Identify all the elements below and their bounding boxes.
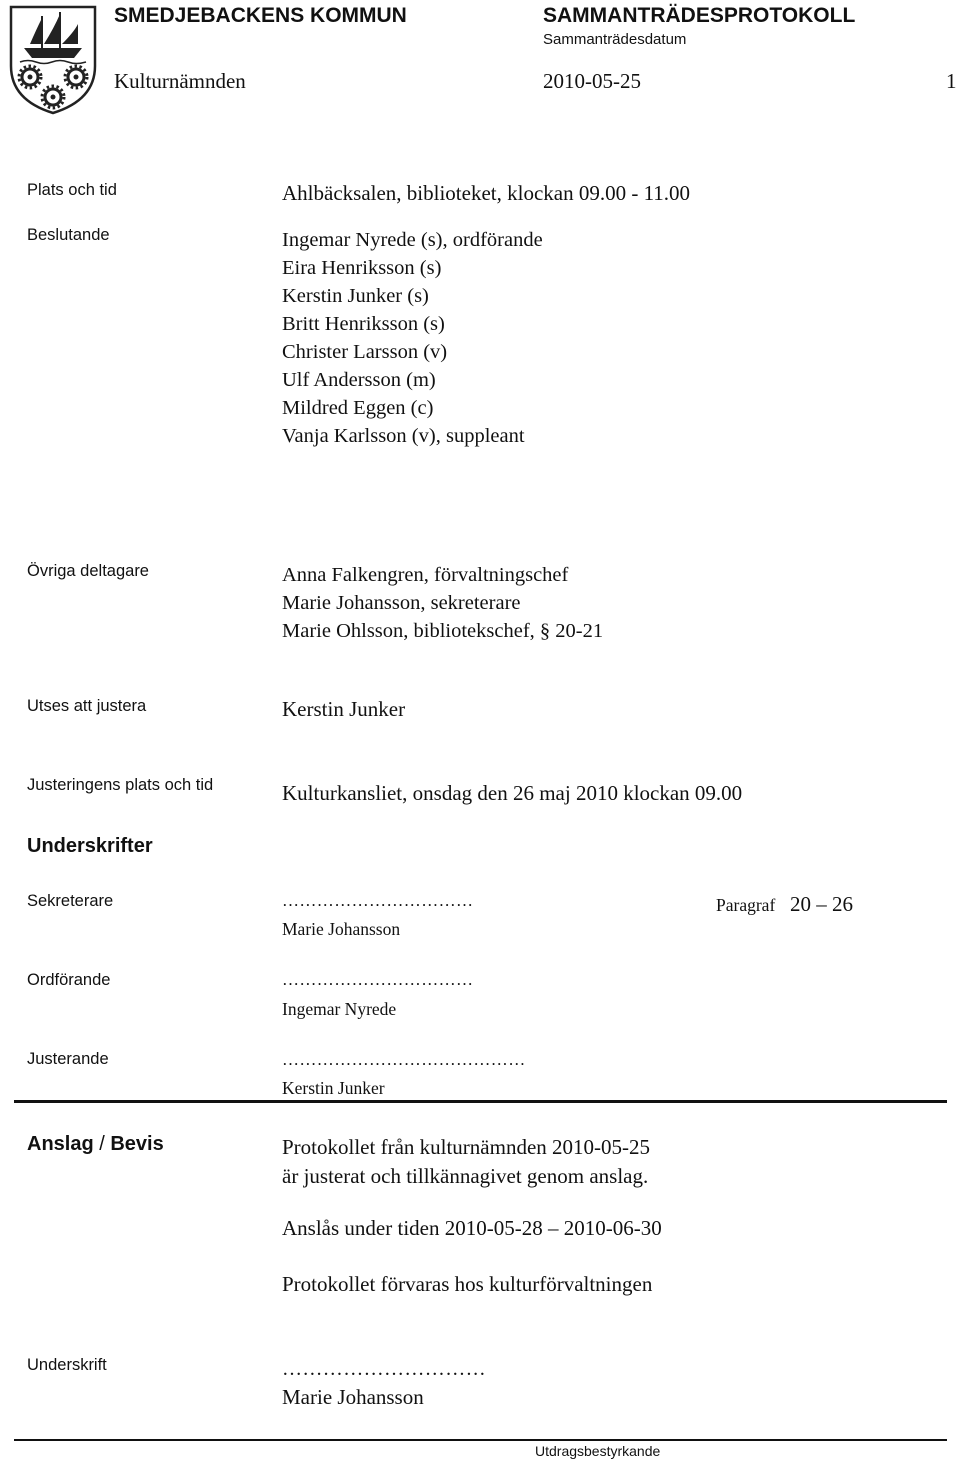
committee-name: Kulturnämnden: [114, 69, 246, 93]
adjuster-signature-line: ……………………………………: [282, 1050, 526, 1069]
adjuster-sign-label: Justerande: [27, 1050, 109, 1068]
adjuster-sign-name: Kerstin Junker: [282, 1078, 385, 1098]
municipal-crest-icon: [8, 4, 98, 116]
extract-label: Utdragsbestyrkande: [535, 1443, 661, 1459]
notice-label-sep: /: [93, 1133, 111, 1155]
meeting-date: 2010-05-25: [543, 69, 641, 93]
signature-label: Underskrift: [27, 1356, 107, 1374]
page-number: 1: [946, 69, 957, 93]
divider: [14, 1100, 947, 1103]
footer-signature-name: Marie Johansson: [282, 1385, 424, 1409]
notice-label: [27, 1133, 164, 1156]
secretary-signature-line: ……………………………: [282, 891, 474, 910]
secretary-label: Sekreterare: [27, 892, 114, 910]
document-type: SAMMANTRÄDESPROTOKOLL: [543, 4, 856, 27]
paragraph-label: Paragraf: [716, 895, 776, 915]
organization-name: SMEDJEBACKENS KOMMUN: [114, 4, 407, 27]
storage-location: Protokollet förvaras hos kulturförvaltningen: [282, 1272, 653, 1296]
notice-line: Protokollet från kulturnämnden 2010-05-25: [282, 1135, 651, 1159]
list-item: Eira Henriksson (s): [282, 257, 442, 279]
adjuster-value: Kerstin Junker: [282, 697, 406, 721]
signatures-heading: Underskrifter: [27, 835, 153, 857]
notice-label-part1: Anslag: [27, 1133, 94, 1155]
others-label: Övriga deltagare: [27, 562, 149, 580]
footer-signature-line: …………………………: [282, 1358, 486, 1380]
list-item: Ulf Andersson (m): [282, 369, 436, 391]
list-item: Kerstin Junker (s): [282, 285, 429, 307]
adjustment-label: Justeringens plats och tid: [27, 776, 214, 794]
place-label: Plats och tid: [27, 181, 117, 199]
notice-line: är justerat och tillkännagivet genom anslag.: [282, 1164, 649, 1188]
place-value: Ahlbäcksalen, biblioteket, klockan 09.00 - 11.00: [282, 181, 691, 205]
list-item: Anna Falkengren, förvaltningschef: [282, 564, 569, 586]
list-item: Marie Ohlsson, bibliotekschef, § 20-21: [282, 620, 604, 642]
chair-signature-line: ……………………………: [282, 970, 474, 989]
deciding-list: [282, 226, 543, 450]
chair-label: Ordförande: [27, 971, 111, 989]
paragraph-range: 20 – 26: [790, 892, 853, 916]
list-item: Christer Larsson (v): [282, 341, 448, 363]
list-item: Mildred Eggen (c): [282, 397, 434, 419]
adjuster-label: Utses att justera: [27, 697, 147, 715]
secretary-name: Marie Johansson: [282, 919, 401, 939]
list-item: Ingemar Nyrede (s), ordförande: [282, 229, 543, 251]
list-item: Marie Johansson, sekreterare: [282, 592, 521, 614]
list-item: Vanja Karlsson (v), suppleant: [282, 425, 525, 447]
footer-divider: [14, 1439, 947, 1441]
notice-text: [282, 1133, 650, 1191]
list-item: Britt Henriksson (s): [282, 313, 445, 335]
posted-period: Anslås under tiden 2010-05-28 – 2010-06-30: [282, 1216, 662, 1240]
others-list: [282, 561, 603, 645]
deciding-label: Beslutande: [27, 226, 110, 244]
notice-label-part2: Bevis: [110, 1133, 164, 1155]
adjustment-value: Kulturkansliet, onsdag den 26 maj 2010 klockan 09.00: [282, 781, 743, 805]
chair-name: Ingemar Nyrede: [282, 999, 397, 1019]
meeting-date-label: Sammanträdesdatum: [543, 31, 687, 48]
